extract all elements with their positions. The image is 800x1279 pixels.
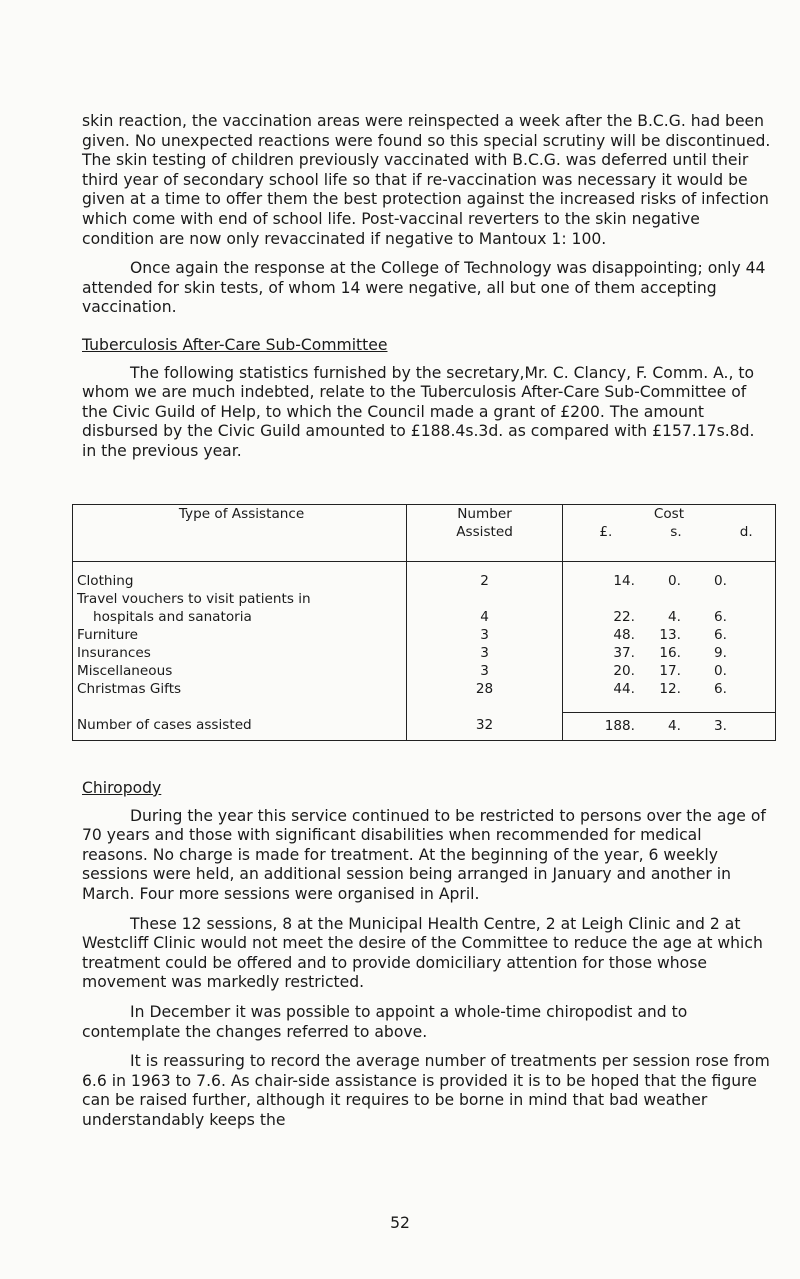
row-shillings: 13. — [659, 627, 681, 643]
row-shillings: 12. — [659, 681, 681, 697]
row-type: Travel vouchers to visit patients in — [73, 590, 407, 608]
row-shillings: 16. — [659, 645, 681, 661]
row-type: Clothing — [73, 572, 407, 590]
row-number: 3 — [407, 644, 563, 662]
table-row — [73, 680, 776, 698]
table-row — [73, 662, 776, 680]
row-number: 3 — [407, 662, 563, 680]
row-shillings: 0. — [668, 573, 681, 589]
header-cost — [562, 505, 775, 562]
header-shillings: s. — [670, 524, 682, 540]
row-pence: 0. — [714, 573, 727, 589]
assistance-table — [72, 504, 776, 741]
row-shillings: 4. — [668, 609, 681, 625]
row-pounds: 37. — [613, 645, 635, 661]
header-type: Type of Assistance — [73, 505, 407, 562]
row-number: 3 — [407, 626, 563, 644]
paragraph-chiropody-3: In December it was possible to appoint a whole-time chiropodist and to contemplate the changes referred to above. — [82, 1002, 688, 1041]
total-type: Number of cases assisted — [73, 712, 407, 741]
paragraph-statistics: The following statistics furnished by the secretary,Mr. C. Clancy, F. Comm. A., to whom we are much indebted, relate to the Tuberculosis After-Care Sub-Committee of the Civic Guild of Help, to which the Council made a grant of £200. The amount disbursed by the Civic Guild amounted to £188.4s.3d. as compared with £157.17s.8d. in the previous year. — [82, 363, 755, 460]
row-number: 28 — [407, 680, 563, 698]
top-text — [82, 112, 772, 462]
total-pounds: 188. — [604, 717, 635, 734]
row-number: 2 — [407, 572, 563, 590]
row-number — [407, 590, 563, 608]
heading-chiropody: Chiropody — [82, 779, 162, 797]
row-type: Insurances — [73, 644, 407, 662]
header-number-line1: Number — [457, 506, 512, 522]
chiropody-section — [82, 779, 772, 1131]
paragraph-bcg: skin reaction, the vaccination areas were reinspected a week after the B.C.G. had been given. No unexpected reactions were found so this special scrutiny will be discontinued. The skin testing of children previously vaccinated with B.C.G. was deferred until their third year of secondary school life so that if re-vaccination was necessary it would be given at a time to offer them the best protection against the increased risks of infection which come with end of school life. Post-vaccinal reverters to the skin negative condition are now only revaccinated if negative to Mantoux 1: 100. — [82, 112, 771, 248]
table-row — [73, 572, 776, 590]
table-header-row — [73, 505, 776, 562]
row-pounds: 22. — [613, 609, 635, 625]
table-row — [73, 608, 776, 626]
row-type: Furniture — [73, 626, 407, 644]
row-pounds: 48. — [613, 627, 635, 643]
header-pence: d. — [739, 524, 753, 540]
row-type: Christmas Gifts — [73, 680, 407, 698]
total-shillings: 4. — [668, 717, 681, 734]
table-row — [73, 590, 776, 608]
row-type: hospitals and sanatoria — [73, 608, 407, 626]
paragraph-chiropody-1: During the year this service continued to be restricted to persons over the age of 70 years and those with significant disabilities when recommended for medical reasons. No charge is made for treatment. At the beginning of the year, 6 weekly sessions were held, an additional session being arranged in January and another in March. Four more sessions were organised in April. — [82, 806, 766, 903]
row-number: 4 — [407, 608, 563, 626]
row-pence: 9. — [714, 645, 727, 661]
row-pence: 6. — [714, 681, 727, 697]
page-number: 52 — [390, 1214, 410, 1232]
row-pence: 6. — [714, 609, 727, 625]
row-type: Miscellaneous — [73, 662, 407, 680]
paragraph-college: Once again the response at the College of Technology was disappointing; only 44 attended for skin tests, of whom 14 were negative, all but one of them accepting vaccination. — [82, 259, 766, 317]
row-pounds: 44. — [613, 681, 635, 697]
header-number — [407, 505, 563, 562]
row-pounds: 14. — [613, 573, 635, 589]
paragraph-chiropody-4: It is reassuring to record the average number of treatments per session rose from 6.6 in 1963 to 7.6. As chair-side assistance is provided it is to be hoped that the figure can be raised further, although it requires to be borne in mind that bad weather understandably keeps the — [82, 1052, 770, 1129]
paragraph-chiropody-2: These 12 sessions, 8 at the Municipal Health Centre, 2 at Leigh Clinic and 2 at Westcliff Clinic would not meet the desire of the Committee to reduce the age at which treatment could be offered and to provide domiciliary attention for those whose movement was markedly restricted. — [82, 914, 763, 992]
total-pence: 3. — [714, 717, 727, 734]
header-pounds: £. — [599, 524, 613, 540]
heading-tuberculosis: Tuberculosis After-Care Sub-Committee — [82, 335, 388, 354]
header-cost-label: Cost — [653, 506, 685, 522]
total-number: 32 — [407, 712, 563, 741]
table-total-row — [73, 712, 776, 741]
table-row — [73, 644, 776, 662]
row-pence: 0. — [714, 663, 727, 679]
header-number-line2: Assisted — [456, 524, 513, 540]
row-pence: 6. — [714, 627, 727, 643]
table-row — [73, 626, 776, 644]
row-shillings: 17. — [659, 663, 681, 679]
row-pounds: 20. — [613, 663, 635, 679]
